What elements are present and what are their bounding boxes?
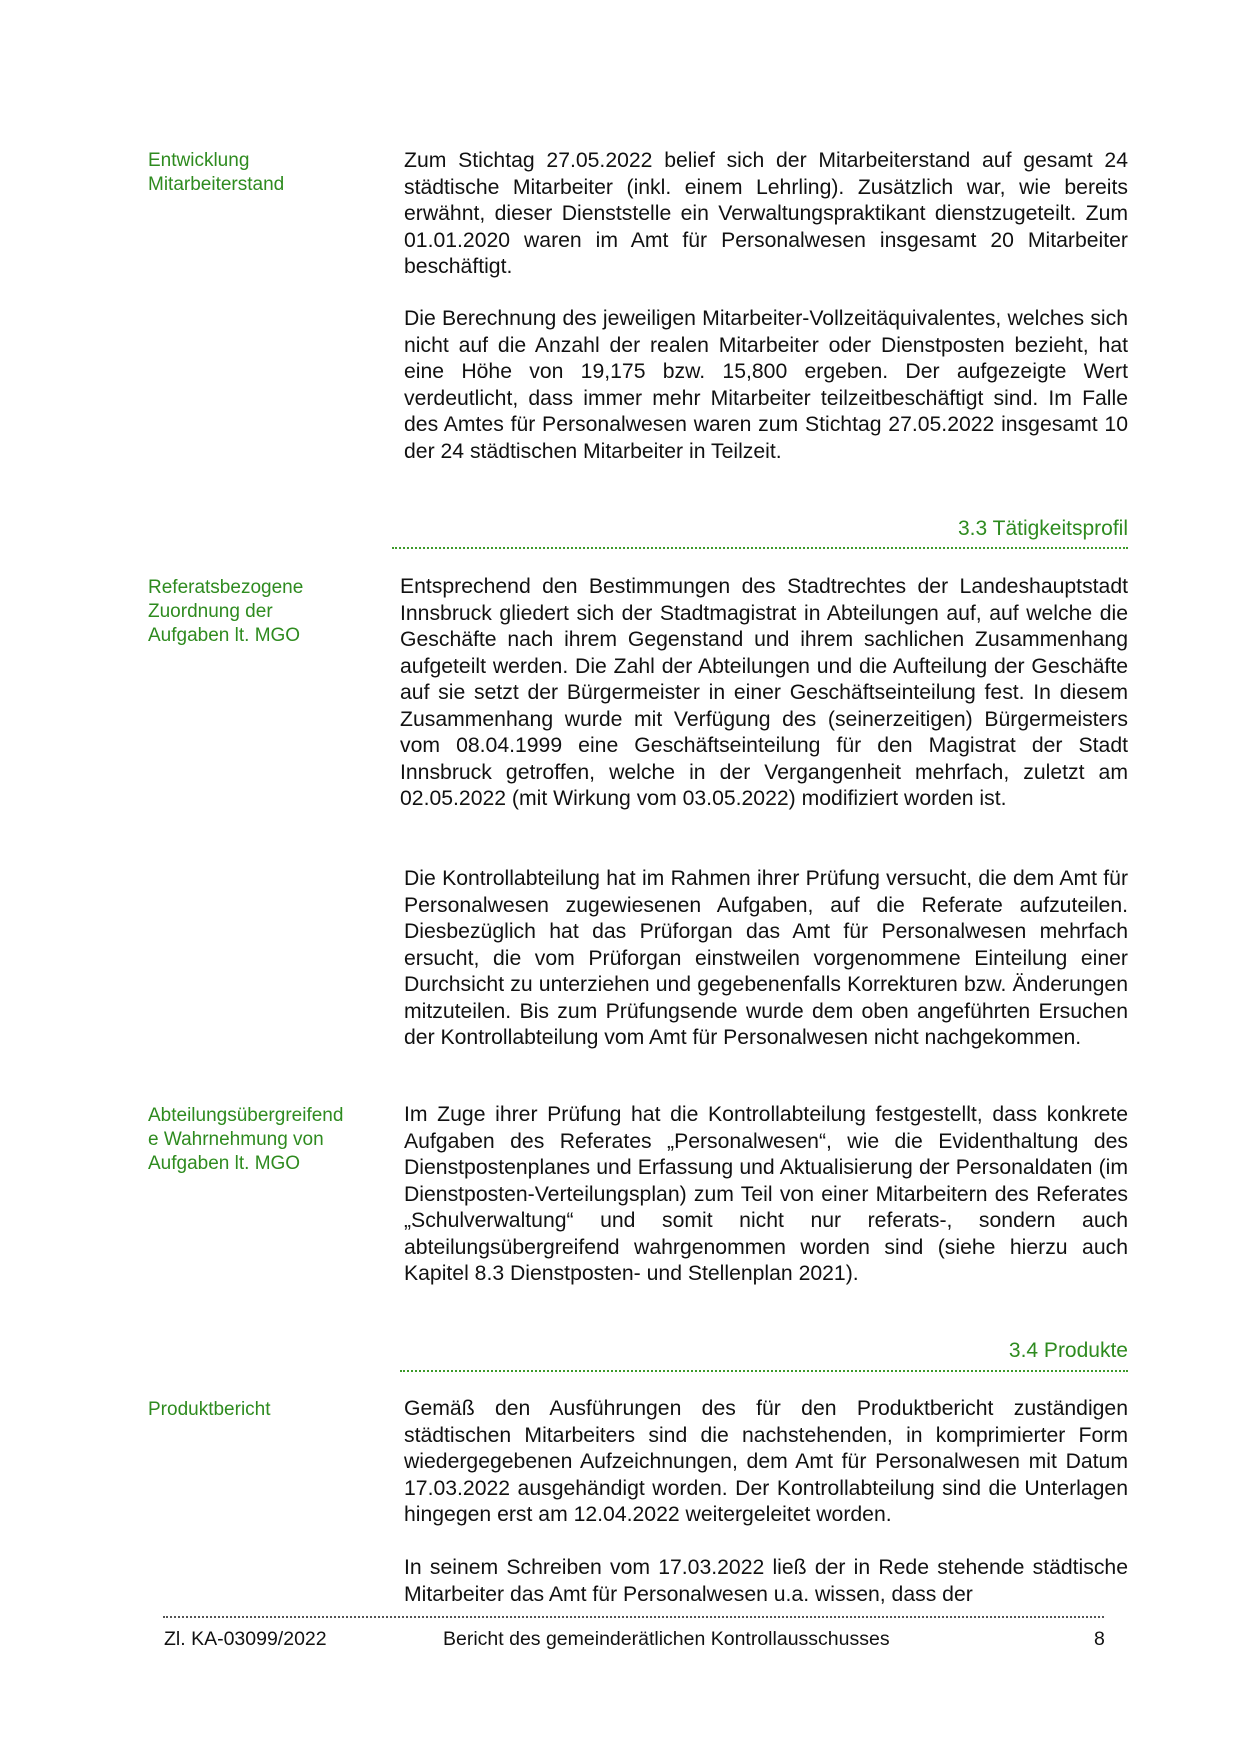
side-label-line: Aufgaben lt. MGO xyxy=(148,1153,301,1174)
paragraph-produktbericht: Gemäß den Ausführungen des für den Produktbericht zuständigen städtischen Mitarbeiters sind die nachstehenden, in komprimierter Form wiedergegebenen Aufzeichnungen, dem Amt für Personalwesen mit Datum 17.03.2022 ausgehändigt worden. Der Kontrollabteilung sind die Unterlagen hingegen erst am 12.04.2022 weitergeleitet worden. xyxy=(404,1397,1128,1526)
side-label-mitarbeiterstand xyxy=(148,149,358,197)
side-label-referatsbezogene xyxy=(148,576,358,648)
footer-reference: Zl. KA-03099/2022 xyxy=(164,1628,327,1650)
side-label-produktbericht xyxy=(148,1398,358,1422)
heading-divider xyxy=(400,1370,1128,1372)
page-number: 8 xyxy=(1094,1628,1105,1650)
side-label-line: Abteilungsübergreifend xyxy=(148,1105,344,1126)
side-label-abteilungsuebergreifend xyxy=(148,1104,358,1176)
section-heading-taetigkeitsprofil: 3.3 Tätigkeitsprofil xyxy=(957,517,1128,540)
side-label-line: Zuordnung der xyxy=(148,601,273,622)
side-label-line: Referatsbezogene xyxy=(148,577,304,598)
paragraph-abteilungsuebergreifend: Im Zuge ihrer Prüfung hat die Kontrollabteilung festgestellt, dass konkrete Aufgaben des Referates „Personalwesen“, wie die Evidenthaltung des Dienstpostenplanes und Erfassung und Aktualisierung der Personaldaten (im Dienstposten-Verteilungsplan) zum Teil von einer Mitarbeitern des Referates „Schulverwaltung“ und somit nicht nur referats-, sondern auch abteilungsübergreifend wahrgenommen worden sind (siehe hierzu auch Kapitel 8.3 Dienstposten- und Stellenplan 2021). xyxy=(404,1103,1128,1285)
side-label-line: e Wahrnehmung von xyxy=(148,1129,324,1150)
side-label-line: Mitarbeiterstand xyxy=(148,174,285,195)
paragraph-geschaeftseinteilung: Entsprechend den Bestimmungen des Stadtrechtes der Landeshauptstadt Innsbruck gliedert sich der Stadtmagistrat in Abteilungen auf, auf welche die Geschäfte nach ihrem Gegenstand und ihrem sachlichen Zusammenhang aufgeteilt werden. Die Zahl der Abteilungen und die Aufteilung der Geschäfte auf sie setzt der Bürgermeister in einer Geschäftseinteilung fest. In diesem Zusammenhang wurde mit Verfügung des (seinerzeitigen) Bürgermeisters vom 08.04.1999 eine Geschäftseinteilung für den Magistrat der Stadt Innsbruck getroffen, welche in der Vergangenheit mehrfach, zuletzt am 02.05.2022 (mit Wirkung vom 03.05.2022) modifiziert worden ist. xyxy=(400,575,1128,810)
side-label-line: Entwicklung xyxy=(148,150,250,171)
paragraph-mitarbeiterstand: Zum Stichtag 27.05.2022 belief sich der Mitarbeiterstand auf gesamt 24 städtische Mitarbeiter (inkl. einem Lehrling). Zusätzlich war, wie bereits erwähnt, dieser Dienststelle ein Verwaltungspraktikant dienstzugeteilt. Zum 01.01.2020 waren im Amt für Personalwesen insgesamt 20 Mitarbeiter beschäftigt. xyxy=(404,149,1128,278)
footer-title: Bericht des gemeinderätlichen Kontrollausschusses xyxy=(443,1628,890,1650)
side-label-line: Aufgaben lt. MGO xyxy=(148,625,301,646)
heading-divider xyxy=(392,547,1128,549)
paragraph-kontrollabteilung-referate: Die Kontrollabteilung hat im Rahmen ihrer Prüfung versucht, die dem Amt für Personalwesen zugewiesenen Aufgaben, auf die Referate aufzuteilen. Diesbezüglich hat das Prüforgan das Amt für Personalwesen mehrfach ersucht, die vom Prüforgan einstweilen vorgenommene Einteilung einer Durchsicht zu unterziehen und gegebenenfalls Korrekturen bzw. Änderungen mitzuteilen. Bis zum Prüfungsende wurde dem oben angeführten Ersuchen der Kontrollabteilung vom Amt für Personalwesen nicht nachgekommen. xyxy=(404,867,1128,1049)
paragraph-vollzeitaequivalent: Die Berechnung des jeweiligen Mitarbeiter-Vollzeitäquivalentes, welches sich nicht auf die Anzahl der realen Mitarbeiter oder Dienstposten bezieht, hat eine Höhe von 19,175 bzw. 15,800 ergeben. Der aufgezeigte Wert verdeutlicht, dass immer mehr Mitarbeiter teilzeitbeschäftigt sind. Im Falle des Amtes für Personalwesen waren zum Stichtag 27.05.2022 insgesamt 10 der 24 städtischen Mitarbeiter in Teilzeit. xyxy=(404,307,1128,463)
section-heading-produkte: 3.4 Produkte xyxy=(1008,1339,1128,1362)
paragraph-schreiben: In seinem Schreiben vom 17.03.2022 ließ der in Rede stehende städtische Mitarbeiter das Amt für Personalwesen u.a. wissen, dass der xyxy=(404,1556,1128,1606)
side-label-line: Produktbericht xyxy=(148,1399,271,1420)
footer-divider xyxy=(163,1616,1104,1618)
